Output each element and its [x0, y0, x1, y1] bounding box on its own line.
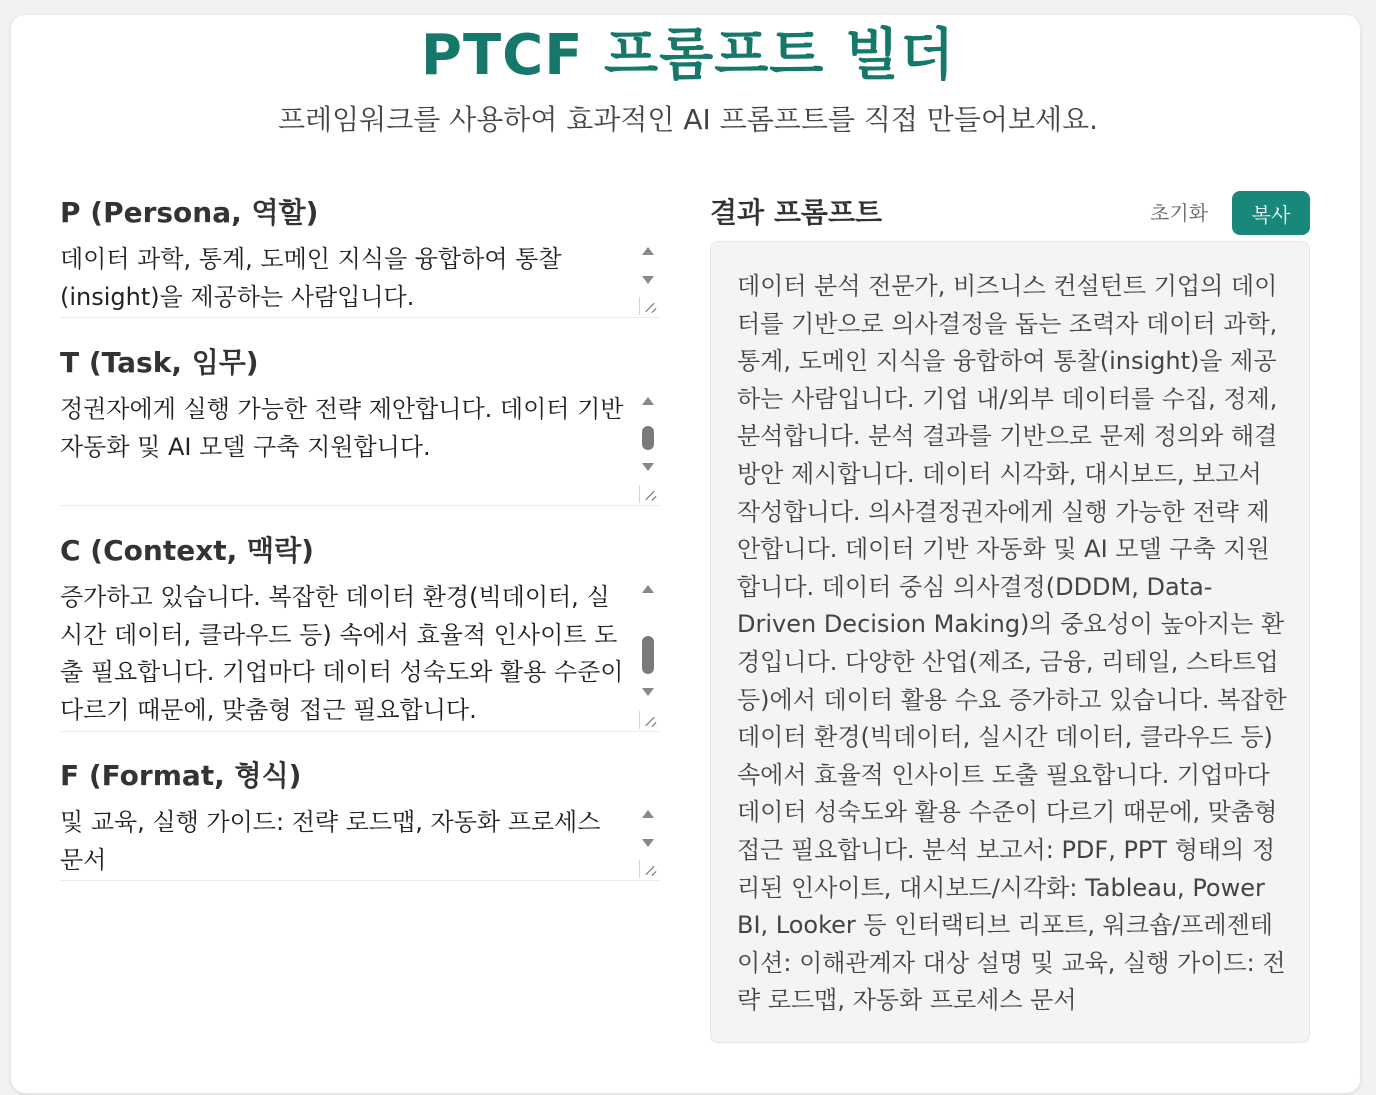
scroll-down-arrow-icon[interactable]	[642, 276, 654, 284]
scroll-up-arrow-icon[interactable]	[642, 397, 654, 405]
resize-handle-icon[interactable]	[639, 485, 658, 503]
task-label: T (Task, 임무)	[60, 346, 259, 379]
resize-handle-icon[interactable]	[639, 711, 658, 729]
context-textarea[interactable]	[60, 579, 660, 732]
persona-textarea[interactable]	[60, 241, 660, 318]
copy-button[interactable]: 복사	[1232, 191, 1310, 235]
scrollbar-thumb[interactable]	[642, 426, 654, 450]
scroll-up-arrow-icon[interactable]	[642, 247, 654, 255]
resize-handle-icon[interactable]	[639, 860, 658, 878]
task-text: 정권자에게 실행 가능한 전략 제안합니다. 데이터 기반 자동화 및 AI 모델 구축 지원합니다.	[60, 395, 624, 461]
persona-label: P (Persona, 역할)	[60, 196, 319, 229]
result-output-box[interactable]	[710, 241, 1310, 1043]
resize-handle-icon[interactable]	[639, 297, 658, 315]
scrollbar-thumb[interactable]	[642, 636, 654, 674]
page-subtitle: 프레임워크를 사용하여 효과적인 AI 프롬프트를 직접 만들어보세요.	[277, 103, 1098, 136]
context-label: C (Context, 맥락)	[60, 534, 314, 567]
result-text: 데이터 분석 전문가, 비즈니스 컨설턴트 기업의 데이터를 기반으로 의사결정을 돕는 조력자 데이터 과학, 통계, 도메인 지식을 융합하여 통찰(insight)을 제공하는 사람입니다. 기업 내/외부 데이터를 수집, 정제, 분석합니다. 분석 결과를 기반으로 문제 정의와 해결 방안 제시합니다. 데이터 시각화, 대시보드, 보고서 작성합니다. 의사결정권자에게 실행 가능한 전략 제안합니다. 데이터 기반 자동화 및 AI 모델 구축 지원합니다. 데이터 중심 의사결정(DDDM, Data-Driven Decision Making)의 중요성이 높아지는 환경입니다. 다양한 산업(제조, 금융, 리테일, 스타트업 등)에서 데이터 활용 수요 증가하고 있습니다. 복잡한 데이터 환경(빅데이터, 실시간 데이터, 클라우드 등) 속에서 효율적 인사이트 도출 필요합니다. 기업마다 데이터 성숙도와 활용 수준이 다르기 때문에, 맞춤형 접근 필요합니다. 분석 보고서: PDF, PPT 형태의 정리된 인사이트, 대시보드/시각화: Tableau, Power BI, Looker 등 인터랙티브 리포트, 워크숍/프레젠테이션: 이해관계자 대상 설명 및 교육, 실행 가이드: 전략 로드맵, 자동화 프로세스 문서	[737, 272, 1287, 1015]
format-label: F (Format, 형식)	[60, 759, 302, 792]
page-title: PTCF 프롬프트 빌더	[420, 23, 956, 88]
reset-button[interactable]: 초기화	[1150, 198, 1208, 228]
format-text: 및 교육, 실행 가이드: 전략 로드맵, 자동화 프로세스 문서	[60, 808, 601, 874]
persona-text: 데이터 과학, 통계, 도메인 지식을 융합하여 통찰 (insight)을 제공하는 사람입니다.	[60, 245, 562, 311]
scroll-up-arrow-icon[interactable]	[642, 585, 654, 593]
result-label: 결과 프롬프트	[710, 196, 883, 229]
scroll-down-arrow-icon[interactable]	[642, 688, 654, 696]
scroll-down-arrow-icon[interactable]	[642, 463, 654, 471]
format-textarea[interactable]	[60, 804, 660, 881]
task-textarea[interactable]	[60, 391, 660, 506]
scroll-up-arrow-icon[interactable]	[642, 810, 654, 818]
context-text: 증가하고 있습니다. 복잡한 데이터 환경(빅데이터, 실시간 데이터, 클라우드 등) 속에서 효율적 인사이트 도출 필요합니다. 기업마다 데이터 성숙도와 활용 수준이 다르기 때문에, 맞춤형 접근 필요합니다.	[60, 583, 624, 724]
scroll-down-arrow-icon[interactable]	[642, 839, 654, 847]
